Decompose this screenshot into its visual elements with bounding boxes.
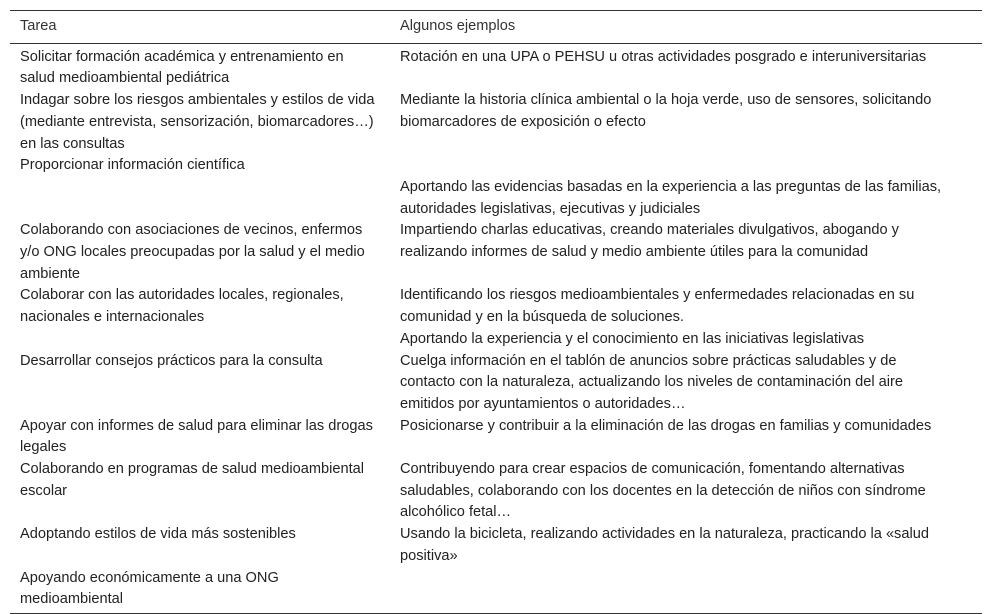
example-text: Impartiendo charlas educativas, creando materiales divulgativos, abogando y realizando informes de salud y medio ambiente útiles para la comunidad [400, 222, 899, 261]
table-row [10, 285, 982, 350]
examples-cell [390, 90, 982, 155]
table-row [10, 43, 982, 90]
example-text: Mediante la historia clínica ambiental o la hoja verde, uso de sensores, solicitando biomarcadores de exposición o efecto [400, 92, 932, 130]
table-row [10, 351, 982, 416]
table-row [10, 416, 982, 459]
task-cell: Desarrollar consejos prácticos para la consulta [20, 352, 323, 369]
table-row [10, 459, 982, 524]
examples-cell [390, 416, 982, 459]
examples-cell [390, 459, 982, 524]
task-cell: Apoyando económicamente a una ONG medioambiental [10, 568, 390, 614]
example-text: Posicionarse y contribuir a la eliminación de las drogas en familias y comunidades [400, 417, 932, 434]
examples-cell [390, 285, 982, 350]
task-cell: Colaborar con las autoridades locales, regionales, nacionales e internacionales [20, 287, 344, 326]
example-text: Contribuyendo para crear espacios de comunicación, fomentando alternativas saludables, colaborando con los docentes en la detección de niños con síndrome alcohólico fetal… [400, 461, 926, 521]
task-cell: Colaborando con asociaciones de vecinos, enfermos y/o ONG locales preocupadas por la salud y el medio ambiente [20, 222, 365, 282]
table-row [10, 220, 982, 285]
example-text: Usando la bicicleta, realizando actividades en la naturaleza, practicando la «salud positiva» [400, 526, 929, 564]
examples-cell [390, 220, 982, 285]
task-cell: Proporcionar información científica [20, 157, 245, 174]
example-text: Identificando los riesgos medioambientales y enfermedades relacionadas en su comunidad y en la búsqueda de soluciones. [400, 287, 915, 326]
header-examples: Algunos ejemplos [390, 11, 982, 44]
tasks-table [10, 10, 982, 614]
examples-cell [390, 43, 982, 90]
task-cell: Apoyar con informes de salud para eliminar las drogas legales [20, 417, 373, 456]
example-text: Rotación en una UPA o PEHSU u otras actividades posgrado e interuniversitarias [400, 48, 927, 65]
table-row [10, 524, 982, 567]
examples-cell [390, 524, 982, 567]
examples-cell [390, 351, 982, 416]
table-header-row [10, 11, 982, 44]
task-cell: Indagar sobre los riesgos ambientales y estilos de vida (mediante entrevista, sensorización, biomarcadores…) en las consultas [20, 92, 375, 152]
example-text: Aportando las evidencias basadas en la experiencia a las preguntas de las familias, autoridades legislativas, ejecutivas y judiciales [400, 178, 942, 217]
examples-cell [390, 155, 982, 220]
example-text: Aportando la experiencia y el conocimiento en las iniciativas legislativas [400, 330, 865, 347]
task-cell: Colaborando en programas de salud medioambiental escolar [20, 461, 364, 499]
header-task: Tarea [10, 11, 390, 44]
task-cell: Solicitar formación académica y entrenamiento en salud medioambiental pediátrica [20, 48, 344, 87]
task-cell: Adoptando estilos de vida más sostenibles [20, 526, 296, 543]
example-text: Cuelga información en el tablón de anuncios sobre prácticas saludables y de contacto con la naturaleza, actualizando los niveles de contaminación del aire emitidos por ayuntamientos o autoridades… [400, 352, 903, 412]
table-row [10, 90, 982, 155]
table-row [10, 155, 982, 220]
